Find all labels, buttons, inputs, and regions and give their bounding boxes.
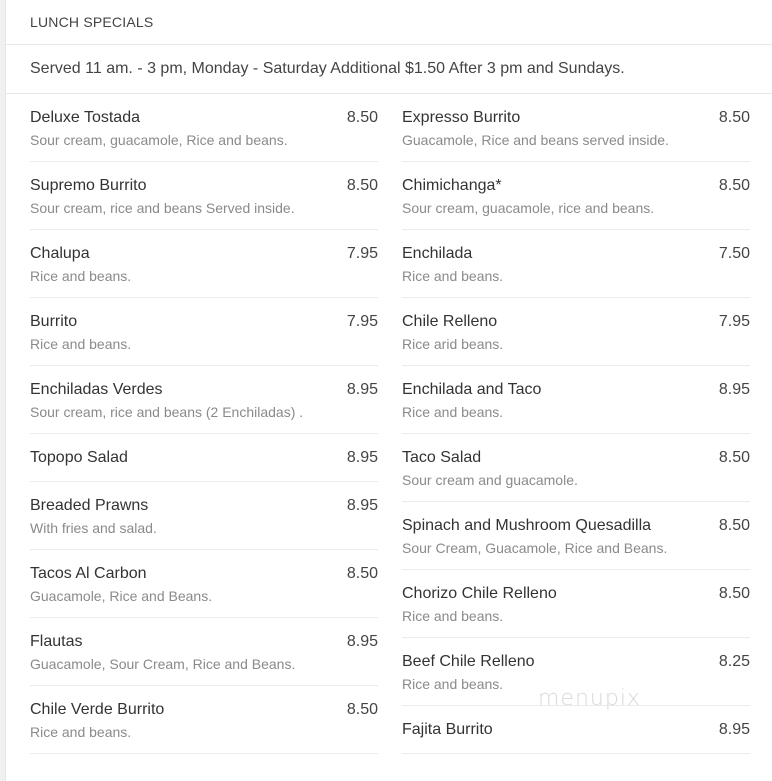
menu-item-name: Enchilada and Taco [402, 381, 542, 398]
menu-item-description: Rice arid beans. [402, 336, 504, 352]
menu-item-name: Chorizo Chile Relleno [402, 585, 557, 602]
menu-item [402, 298, 750, 366]
menu-item-price: 7.95 [718, 313, 750, 330]
menu-item-price: 7.95 [346, 245, 378, 262]
menu-item [30, 434, 378, 482]
menu-item-price: 7.50 [718, 245, 750, 262]
menu-item-price: 8.50 [718, 109, 750, 126]
menu-item-price: 8.95 [718, 381, 750, 398]
menu-item [402, 94, 750, 162]
menu-item-name: Enchilada [402, 245, 473, 262]
menu-item [30, 94, 378, 162]
menu-item-description: Sour cream, rice and beans (2 Enchiladas) . [30, 404, 304, 420]
menu-item [402, 366, 750, 434]
menu-item-name: Expresso Burrito [402, 109, 521, 126]
menu-item-description: Sour cream and guacamole. [402, 472, 578, 488]
menu-item-name: Breaded Prawns [30, 497, 149, 514]
menu-item-name: Chimichanga* [402, 177, 502, 194]
menu-item-description: Guacamole, Rice and beans served inside. [402, 132, 669, 148]
menu-item-name: Topopo Salad [30, 449, 128, 466]
section-title: LUNCH SPECIALS [6, 0, 772, 45]
menu-item-description: Sour Cream, Guacamole, Rice and Beans. [402, 540, 668, 556]
menu-item-name: Chile Verde Burrito [30, 701, 165, 718]
menu-item-name: Deluxe Tostada [30, 109, 140, 126]
menu-item-price: 8.50 [718, 585, 750, 602]
menu-item [30, 482, 378, 550]
menu-item-description: Rice and beans. [30, 268, 132, 284]
menu-item-price: 8.95 [346, 497, 378, 514]
menu-item [402, 502, 750, 570]
menu-item-price: 8.50 [346, 701, 378, 718]
menu-item [30, 686, 378, 754]
lunch-specials-card [5, 0, 772, 781]
menu-item-name: Fajita Burrito [402, 721, 493, 738]
menu-item-name: Taco Salad [402, 449, 482, 466]
menu-item-name: Burrito [30, 313, 78, 330]
menu-item-price: 8.50 [718, 177, 750, 194]
menu-item [402, 706, 750, 754]
menu-item-description: Rice and beans. [30, 724, 132, 740]
menu-column-left [30, 94, 378, 754]
menu-item [30, 366, 378, 434]
menu-item-description: Sour cream, guacamole, rice and beans. [402, 200, 655, 216]
menu-item-description: Sour cream, rice and beans Served inside. [30, 200, 295, 216]
menu-item-description: With fries and salad. [30, 520, 157, 536]
menu-item-description: Rice and beans. [402, 608, 504, 624]
menu-item-description: Rice and beans. [402, 404, 504, 420]
section-subtitle: Served 11 am. - 3 pm, Monday - Saturday Additional $1.50 After 3 pm and Sundays. [6, 45, 772, 94]
menu-item-price: 8.95 [346, 449, 378, 466]
menu-item-name: Enchiladas Verdes [30, 381, 163, 398]
menu-item [30, 162, 378, 230]
watermark-logo: menupix [538, 686, 641, 711]
menu-column-right [402, 94, 750, 754]
menu-item-description: Sour cream, guacamole, Rice and beans. [30, 132, 288, 148]
menu-item-price: 8.50 [346, 565, 378, 582]
menu-item-name: Spinach and Mushroom Quesadilla [402, 517, 652, 534]
menu-item-description: Rice and beans. [402, 676, 504, 692]
menu-item-name: Chile Relleno [402, 313, 498, 330]
menu-item-name: Chalupa [30, 245, 90, 262]
menu-item-price: 8.25 [718, 653, 750, 670]
menu-item-name: Beef Chile Relleno [402, 653, 535, 670]
menu-item-price: 8.50 [346, 177, 378, 194]
menu-item-price: 8.50 [346, 109, 378, 126]
menu-item [402, 570, 750, 638]
menu-item-description: Rice and beans. [402, 268, 504, 284]
menu-item-description: Guacamole, Sour Cream, Rice and Beans. [30, 656, 296, 672]
menu-item [30, 298, 378, 366]
menu-item [30, 550, 378, 618]
menu-item-name: Flautas [30, 633, 83, 650]
menu-item-description: Rice and beans. [30, 336, 132, 352]
menu-item [402, 230, 750, 298]
menu-item [402, 434, 750, 502]
menu-item-name: Tacos Al Carbon [30, 565, 147, 582]
menu-item-price: 8.50 [718, 517, 750, 534]
menu-item-description: Guacamole, Rice and Beans. [30, 588, 213, 604]
menu-item-price: 8.95 [718, 721, 750, 738]
menu-item [30, 618, 378, 686]
menu-item-price: 7.95 [346, 313, 378, 330]
menu-item-name: Supremo Burrito [30, 177, 147, 194]
menu-item [30, 230, 378, 298]
menu-item [402, 162, 750, 230]
menu-item-price: 8.95 [346, 381, 378, 398]
menu-item-price: 8.50 [718, 449, 750, 466]
menu-item-price: 8.95 [346, 633, 378, 650]
